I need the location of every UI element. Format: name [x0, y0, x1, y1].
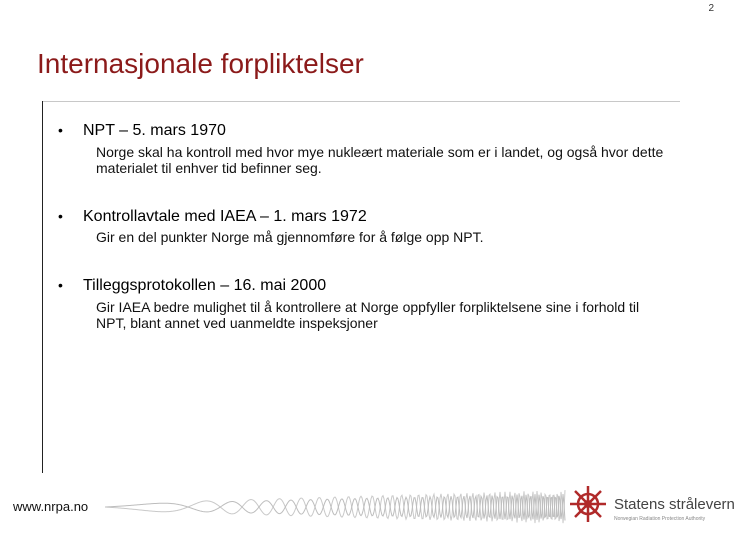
logo-name: Statens strålevern: [614, 496, 735, 513]
bullet-marker: •: [58, 122, 63, 138]
wave-decoration-icon: [105, 482, 565, 532]
agency-logo: [568, 482, 735, 532]
radiation-sun-icon: [568, 482, 612, 532]
item-heading: NPT – 5. mars 1970: [83, 122, 226, 139]
content-left-rule: [42, 101, 43, 473]
item-description: Gir en del punkter Norge må gjennomføre for å følge opp NPT.: [96, 229, 484, 245]
list-item: [58, 120, 668, 176]
item-heading: Kontrollavtale med IAEA – 1. mars 1972: [83, 208, 367, 225]
bullet-list: [58, 120, 668, 331]
list-item: [58, 206, 668, 245]
page-number: 2: [708, 3, 714, 14]
item-description: Gir IAEA bedre mulighet til å kontrollere at Norge oppfyller forpliktelsene sine i forhold til NPT, blant annet ved uanmeldte inspeksjoner: [96, 299, 640, 331]
logo-subtitle: Norwegian Radiation Protection Authority: [614, 516, 706, 522]
title-divider: [42, 101, 680, 102]
item-heading-row: [58, 206, 668, 227]
slide-title: Internasjonale forpliktelser: [37, 48, 364, 79]
list-item: [58, 275, 668, 331]
item-heading: Tilleggsprotokollen – 16. mai 2000: [83, 277, 327, 294]
footer-url: www.nrpa.no: [13, 499, 89, 514]
bullet-marker: •: [58, 277, 63, 293]
item-heading-row: [58, 120, 668, 141]
item-description: Norge skal ha kontroll med hvor mye nukleært materiale som er i landet, og også hvor dette materialet til enhver tid befinner seg.: [96, 144, 664, 176]
bullet-marker: •: [58, 208, 63, 224]
item-heading-row: [58, 275, 668, 296]
